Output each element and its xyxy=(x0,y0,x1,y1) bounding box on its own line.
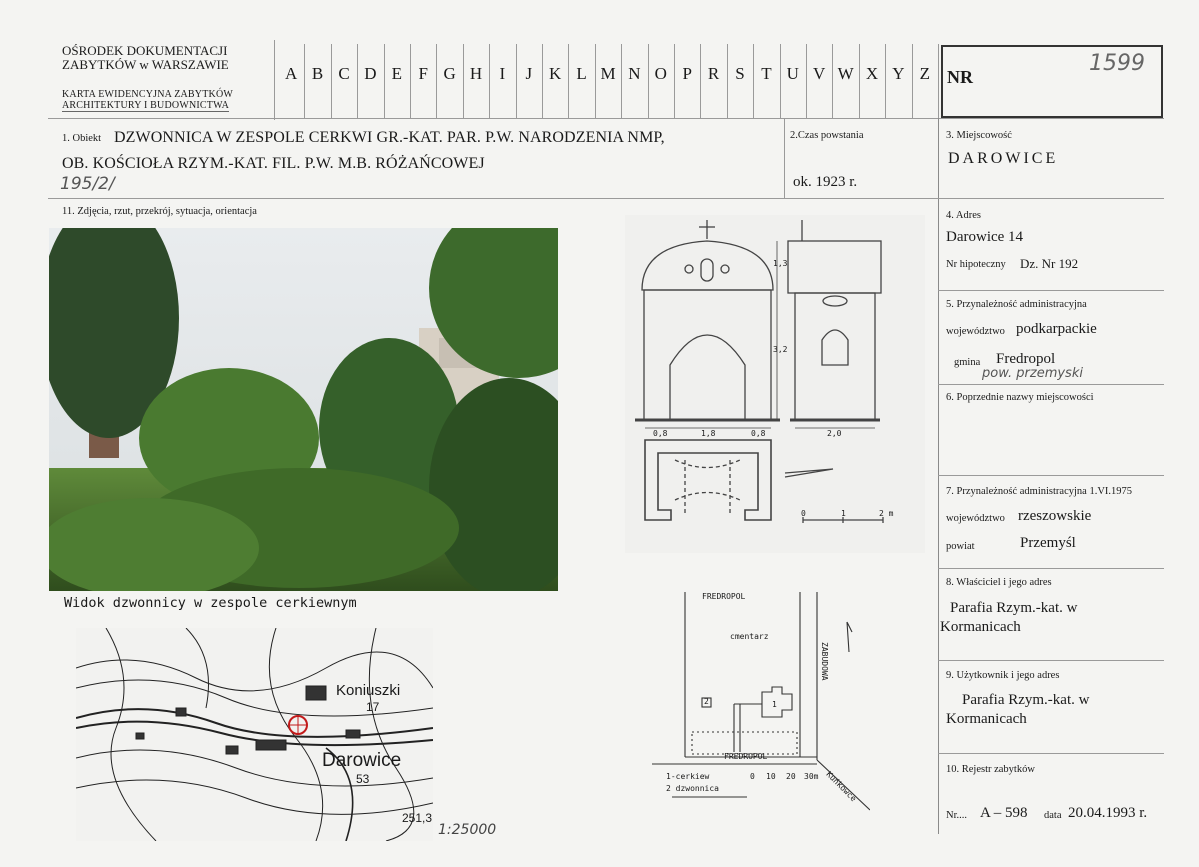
letter-v: V xyxy=(813,64,826,83)
letter-divider xyxy=(674,44,675,118)
former-names-label: 6. Poprzednie nazwy miejscowości xyxy=(946,392,1094,403)
letter-divider xyxy=(938,44,939,118)
admin-label: 5. Przynależność administracyjna xyxy=(946,299,1087,310)
letter-w: W xyxy=(837,64,854,83)
scale-label: 30m xyxy=(804,772,819,781)
dim-label: 0,8 xyxy=(653,429,668,438)
letter-t: T xyxy=(761,64,772,83)
letter-n: N xyxy=(628,64,641,83)
letter-divider xyxy=(832,44,833,118)
letter-s: S xyxy=(735,64,745,83)
letter-divider xyxy=(304,44,305,118)
letter-divider xyxy=(489,44,490,118)
letter-divider xyxy=(621,44,622,118)
letter-u: U xyxy=(786,64,799,83)
admin1975-label: 7. Przynależność administracyjna 1.VI.1975 xyxy=(946,486,1133,497)
letter-divider xyxy=(753,44,754,118)
legend-item: 1-cerkiew xyxy=(666,772,710,781)
register-nr-label: Nr.... xyxy=(946,810,967,821)
letter-x: X xyxy=(865,64,879,83)
divider xyxy=(48,118,1164,119)
letter-o: O xyxy=(654,64,667,83)
letter-divider xyxy=(727,44,728,118)
scale-label: 2 m xyxy=(879,509,894,518)
letter-d: D xyxy=(364,64,377,83)
road-bottom-label: FREDROPOL xyxy=(724,752,768,761)
place-value: DAROWICE xyxy=(948,150,1059,167)
letter-r: R xyxy=(707,64,720,83)
letter-z: Z xyxy=(919,64,930,83)
letter-g: G xyxy=(443,64,456,83)
divider xyxy=(784,118,785,198)
date-value: ok. 1923 r. xyxy=(793,174,858,190)
map-place: Darowice xyxy=(322,750,402,771)
divider xyxy=(938,568,1164,569)
register-date-label: data xyxy=(1044,810,1062,821)
object-label: 1. Obiekt xyxy=(62,133,102,144)
voiv1975-label: województwo xyxy=(946,513,1005,524)
register-label: 10. Rejestr zabytków xyxy=(946,764,1035,775)
powiat-label: powiat xyxy=(946,541,975,552)
hip-label: Nr hipoteczny xyxy=(946,259,1006,270)
letter-p: P xyxy=(682,64,692,83)
scale-label: 10 xyxy=(766,772,776,781)
letter-divider xyxy=(516,44,517,118)
letter-divider xyxy=(568,44,569,118)
letter-h: H xyxy=(469,64,483,83)
register-date-value: 20.04.1993 r. xyxy=(1068,805,1148,821)
object-name-line2: OB. KOŚCIOŁA RZYM.-KAT. FIL. P.W. M.B. RÓŻAŃCOWEJ xyxy=(62,155,485,172)
topographic-map xyxy=(76,628,433,841)
user-line1: Parafia Rzym.-kat. w xyxy=(962,692,1090,708)
letter-e: E xyxy=(391,64,402,83)
nr-label: NR xyxy=(947,67,973,87)
admin-hand-note: pow. przemyski xyxy=(982,366,1083,381)
map-height: 251,3 xyxy=(402,811,433,825)
nr-value: 1599 xyxy=(1089,51,1145,76)
letter-divider xyxy=(595,44,596,118)
letter-divider xyxy=(357,44,358,118)
owner-label: 8. Właściciel i jego adres xyxy=(946,577,1052,588)
dim-label: 1,3 xyxy=(773,259,788,268)
dim-label: 3,2 xyxy=(773,345,788,354)
owner-line2: Kormanicach xyxy=(940,619,1021,635)
letter-divider xyxy=(700,44,701,118)
address-label: 4. Adres xyxy=(946,210,981,221)
voiv-value: podkarpackie xyxy=(1016,321,1097,337)
map-number: 53 xyxy=(356,772,370,786)
owner-line1: Parafia Rzym.-kat. w xyxy=(950,600,1078,616)
divider xyxy=(48,198,1164,199)
letter-divider xyxy=(780,44,781,118)
letter-divider xyxy=(885,44,886,118)
letter-divider xyxy=(436,44,437,118)
card-type: KARTA EWIDENCYJNA ZABYTKÓW ARCHITEKTURY I BUDOWNICTWA xyxy=(62,89,234,111)
register-nr-value: A – 598 xyxy=(980,805,1028,821)
letter-divider xyxy=(648,44,649,118)
architectural-drawing xyxy=(625,215,925,553)
voiv1975-value: rzeszowskie xyxy=(1018,508,1092,524)
hip-value: Dz. Nr 192 xyxy=(1020,256,1079,271)
scale-label: 1 xyxy=(841,509,846,518)
user-line2: Kormanicach xyxy=(946,711,1027,727)
institution-name: OŚRODEK DOKUMENTACJI ZABYTKÓW w WARSZAWIE xyxy=(62,43,229,72)
divider xyxy=(938,475,1164,476)
nr-box xyxy=(941,45,1163,118)
scale-label: 0 xyxy=(750,772,755,781)
dim-label: 2,0 xyxy=(827,429,842,438)
legend-item: 2 dzwonnica xyxy=(666,784,719,793)
letter-j: J xyxy=(525,64,533,83)
cemetery-label: cmentarz xyxy=(730,632,769,641)
divider xyxy=(938,44,939,834)
letter-divider xyxy=(806,44,807,118)
letter-divider xyxy=(912,44,913,118)
road-right-label: ZABUDOWA xyxy=(820,642,829,681)
road-diag-label: Kuńkowce xyxy=(824,769,859,804)
map-place: Koniuszki xyxy=(336,682,401,699)
road-top-label: FREDROPOL xyxy=(702,592,746,601)
letter-divider xyxy=(384,44,385,118)
object-hand-note: 195/2/ xyxy=(60,174,115,194)
photos-label: 11. Zdjęcia, rzut, przekrój, sytuacja, orientacja xyxy=(62,206,257,217)
date-label: 2.Czas powstania xyxy=(790,130,864,141)
powiat-value: Przemyśl xyxy=(1020,535,1076,551)
letter-m: M xyxy=(600,64,616,83)
letter-divider xyxy=(859,44,860,118)
dim-label: 1,8 xyxy=(701,429,716,438)
photo-caption: Widok dzwonnicy w zespole cerkiewnym xyxy=(64,595,357,611)
letter-a: A xyxy=(285,64,298,83)
voiv-label: województwo xyxy=(946,326,1005,337)
letter-f: F xyxy=(418,64,428,83)
divider xyxy=(274,40,275,120)
scale-label: 20 xyxy=(786,772,796,781)
letter-i: I xyxy=(499,64,506,83)
plan-number: 1 xyxy=(772,700,777,709)
object-name-line1: DZWONNICA W ZESPOLE CERKWI GR.-KAT. PAR. P.W. NARODZENIA NMP, xyxy=(114,129,665,146)
letter-b: B xyxy=(311,64,324,83)
map-scale: 1:25000 xyxy=(438,822,497,838)
divider xyxy=(938,290,1164,291)
bell-tower-photo xyxy=(49,228,558,591)
letter-divider xyxy=(463,44,464,118)
user-label: 9. Użytkownik i jego adres xyxy=(946,670,1060,681)
scale-label: 0 xyxy=(801,509,806,518)
map-number: 17 xyxy=(366,700,380,714)
address-value: Darowice 14 xyxy=(946,229,1024,245)
dim-label: 0,8 xyxy=(751,429,766,438)
letter-y: Y xyxy=(892,64,905,83)
gmina-label: gmina xyxy=(954,357,981,368)
letter-divider xyxy=(331,44,332,118)
site-plan xyxy=(652,592,870,812)
place-label: 3. Miejscowość xyxy=(946,130,1012,141)
letter-l: L xyxy=(576,64,587,83)
gmina-value: Fredropol xyxy=(996,351,1056,367)
divider xyxy=(938,753,1164,754)
letter-k: K xyxy=(549,64,562,83)
letter-divider xyxy=(542,44,543,118)
divider xyxy=(938,660,1164,661)
letter-divider xyxy=(410,44,411,118)
plan-number: 2 xyxy=(704,697,709,706)
divider xyxy=(938,384,1164,385)
letter-c: C xyxy=(338,64,350,83)
